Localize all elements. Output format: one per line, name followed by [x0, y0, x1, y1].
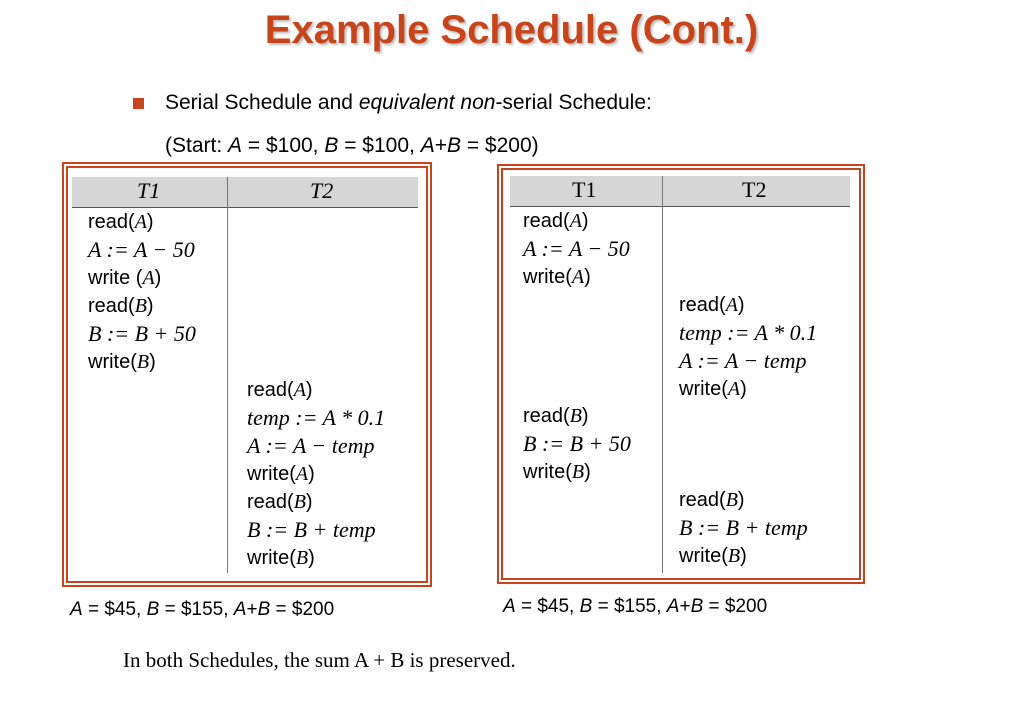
- result2-sa: A: [666, 596, 680, 617]
- statement-line: read(A): [523, 210, 589, 232]
- start-b-val: = $100,: [338, 134, 421, 157]
- start-values: [165, 134, 539, 158]
- start-sum-a: A: [420, 134, 435, 157]
- statement-line: write(B): [247, 547, 315, 569]
- statement-line: read(B): [679, 489, 745, 511]
- schedule1-result: [70, 599, 334, 621]
- statement-line: read(B): [88, 295, 154, 317]
- start-sum-val: = $200): [461, 134, 539, 157]
- statement-line: read(B): [523, 405, 589, 427]
- result1-b: B: [146, 599, 160, 620]
- statement-line: B := B + 50: [88, 321, 196, 346]
- statement-line: B := B + 50: [523, 431, 631, 456]
- statement-line: read(B): [247, 491, 313, 513]
- statement-line: read(A): [679, 294, 745, 316]
- statement-line: temp := A * 0.1: [679, 320, 818, 345]
- schedule2-t2-block2: [679, 486, 808, 570]
- start-a-var: A: [228, 134, 243, 157]
- statement-line: A := A − 50: [523, 236, 630, 261]
- statement-line: A := A − 50: [88, 237, 195, 262]
- schedule1-header-t2: T2: [310, 178, 334, 203]
- result1-b-val: = $155,: [159, 599, 234, 620]
- result2-a: A: [503, 596, 516, 617]
- bullet-italic: equivalent non: [358, 91, 496, 114]
- schedule2-table: [510, 176, 850, 573]
- schedule2-divider: [662, 176, 663, 573]
- start-sum-b: B: [446, 134, 461, 157]
- result1-a-val: = $45,: [82, 599, 147, 620]
- schedule2-result: [503, 596, 767, 618]
- statement-line: write (A): [88, 267, 162, 289]
- statement-line: write(A): [679, 378, 747, 400]
- statement-line: B := B + temp: [247, 517, 376, 542]
- statement-line: write(B): [88, 351, 156, 373]
- statement-line: B := B + temp: [679, 515, 808, 540]
- bullet-prefix: Serial Schedule and: [165, 91, 359, 114]
- schedule2-header: [510, 176, 850, 207]
- statement-line: A := A − temp: [247, 433, 375, 458]
- start-b-var: B: [324, 134, 339, 157]
- schedule1-divider: [227, 177, 228, 573]
- result1-a: A: [70, 599, 83, 620]
- start-open: (Start:: [165, 134, 229, 157]
- result1-sum-val: = $200: [270, 599, 335, 620]
- result2-a-val: = $45,: [515, 596, 580, 617]
- schedule2-t2-block1: [679, 291, 817, 403]
- footer-note: In both Schedules, the sum A + B is preserved.: [123, 648, 516, 672]
- statement-line: write(B): [679, 545, 747, 567]
- schedule1-header-t1: T1: [137, 178, 161, 203]
- result2-sb: B: [690, 596, 704, 617]
- statement-line: write(A): [523, 266, 591, 288]
- schedule1-header: [72, 177, 418, 208]
- statement-line: A := A − temp: [679, 348, 807, 373]
- schedule1-table: [72, 177, 418, 573]
- schedule2-header-t1: T1: [572, 177, 597, 202]
- result1-sb: B: [257, 599, 271, 620]
- start-plus: +: [434, 134, 447, 157]
- result2-sum-val: = $200: [703, 596, 768, 617]
- schedule2-t1-block1: [523, 207, 630, 291]
- result2-b: B: [579, 596, 593, 617]
- result2-b-val: = $155,: [592, 596, 667, 617]
- slide-title: Example Schedule (Cont.): [264, 8, 759, 52]
- schedule2-t1-block2: [523, 402, 631, 486]
- schedule2-header-t2: T2: [742, 177, 767, 202]
- statement-line: write(B): [523, 461, 591, 483]
- result1-sa: A: [233, 599, 247, 620]
- start-a-val: = $100,: [242, 134, 325, 157]
- statement-line: write(A): [247, 463, 315, 485]
- schedule1-t1-column: [88, 208, 196, 376]
- result1-plus: +: [246, 599, 258, 620]
- statement-line: read(A): [247, 379, 313, 401]
- statement-line: temp := A * 0.1: [247, 405, 386, 430]
- result2-plus: +: [679, 596, 691, 617]
- bullet-square-icon: [133, 98, 144, 109]
- bullet-suffix: -serial Schedule:: [495, 91, 652, 114]
- statement-line: read(A): [88, 211, 154, 233]
- schedule1-t2-column: [247, 376, 385, 572]
